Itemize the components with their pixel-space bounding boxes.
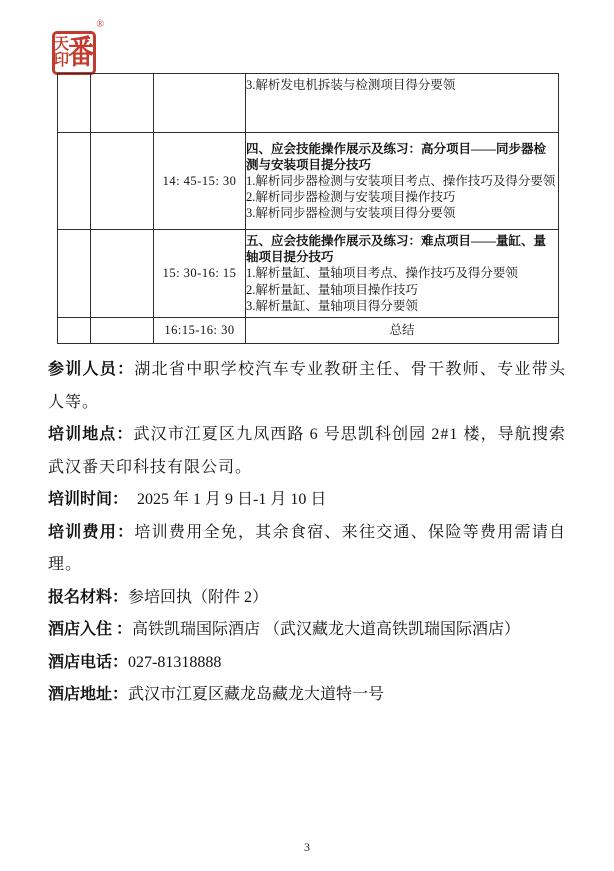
seal-char-tian: 天 [53, 36, 69, 54]
table-row [58, 74, 559, 133]
empty-cell [58, 133, 91, 230]
info-text: 武汉市江夏区藏龙岛藏龙大道特一号 [128, 686, 385, 703]
seal-left-column [54, 37, 69, 69]
info-paragraph-participants [48, 354, 566, 419]
empty-cell [91, 74, 154, 133]
info-text: 培训费用全免，其余食宿、来往交通、保险等费用需请自理。 [48, 523, 566, 573]
info-label: 培训时间： [48, 491, 129, 508]
info-text: 2025 年 1 月 9 日-1 月 10 日 [137, 491, 327, 508]
table-row [58, 318, 559, 344]
seal-stamp-icon [52, 31, 96, 75]
content-cell [246, 74, 559, 133]
registered-trademark-icon: ® [96, 19, 104, 30]
info-paragraph-fee [48, 517, 566, 582]
info-text: 武汉市江夏区九凤西路 6 号思凯科创园 2#1 楼，导航搜索武汉番天印科技有限公司。 [48, 426, 566, 476]
info-text: 参培回执（附件 2） [128, 588, 269, 606]
info-paragraph-hotel-phone [48, 647, 566, 680]
content-cell [246, 230, 559, 318]
session-item: 2.解析同步器检测与安装项目操作技巧 [246, 190, 456, 205]
seal-char-fan: 番 [68, 34, 95, 71]
empty-cell [91, 133, 154, 230]
session-title: 四、应会技能操作展示及练习：高分项目——同步器检测与安装项目提分技巧 [246, 141, 547, 172]
empty-cell [91, 230, 154, 318]
time-cell: 14: 45-15: 30 [154, 133, 246, 230]
info-label: 酒店电话： [48, 653, 129, 671]
session-item: 1.解析量缸、量轴项目考点、操作技巧及得分要领 [246, 266, 518, 281]
info-label: 酒店地址： [48, 686, 129, 703]
info-label: 培训费用： [48, 523, 135, 541]
session-item: 2.解析量缸、量轴项目操作技巧 [246, 282, 418, 297]
info-paragraph-materials [48, 582, 566, 615]
session-item: 1.解析同步器检测与安装项目考点、操作技巧及得分要领 [246, 173, 556, 188]
seal-char-yin: 印 [53, 52, 69, 70]
info-text: 027-81318888 [128, 653, 222, 671]
empty-cell [58, 74, 91, 133]
time-cell [154, 74, 246, 133]
table-row [58, 230, 559, 318]
empty-cell [58, 230, 91, 318]
session-item: 3.解析同步器检测与安装项目得分要领 [246, 206, 456, 221]
time-cell: 15: 30-16: 15 [154, 230, 246, 318]
session-item: 3.解析量缸、量轴项目得分要领 [246, 298, 418, 313]
empty-cell [91, 318, 154, 344]
info-text: 湖北省中职学校汽车专业教研主任、骨干教师、专业带头人等。 [48, 361, 566, 411]
session-title: 五、应会技能操作展示及练习：难点项目——量缸、量轴项目提分技巧 [246, 234, 547, 265]
info-label: 参训人员： [48, 361, 135, 378]
info-paragraph-time [48, 484, 566, 517]
content-cell [246, 133, 559, 230]
summary-cell: 总结 [246, 318, 559, 344]
empty-cell [58, 318, 91, 344]
info-paragraph-location [48, 419, 566, 484]
info-paragraph-hotel [48, 614, 566, 647]
info-text: 高铁凯瑞国际酒店 （武汉藏龙大道高铁凯瑞国际酒店） [132, 621, 521, 638]
time-cell: 16:15-16: 30 [154, 318, 246, 344]
page-number: 3 [304, 840, 310, 854]
session-item: 3.解析发电机拆装与检测项目得分要领 [246, 78, 456, 92]
table-row [58, 133, 559, 230]
info-section [48, 354, 566, 712]
info-label: 报名材料： [48, 588, 129, 606]
info-label: 培训地点： [48, 426, 134, 443]
info-paragraph-hotel-address [48, 679, 566, 712]
info-label: 酒店入住 ： [48, 621, 133, 638]
schedule-table [57, 73, 559, 344]
